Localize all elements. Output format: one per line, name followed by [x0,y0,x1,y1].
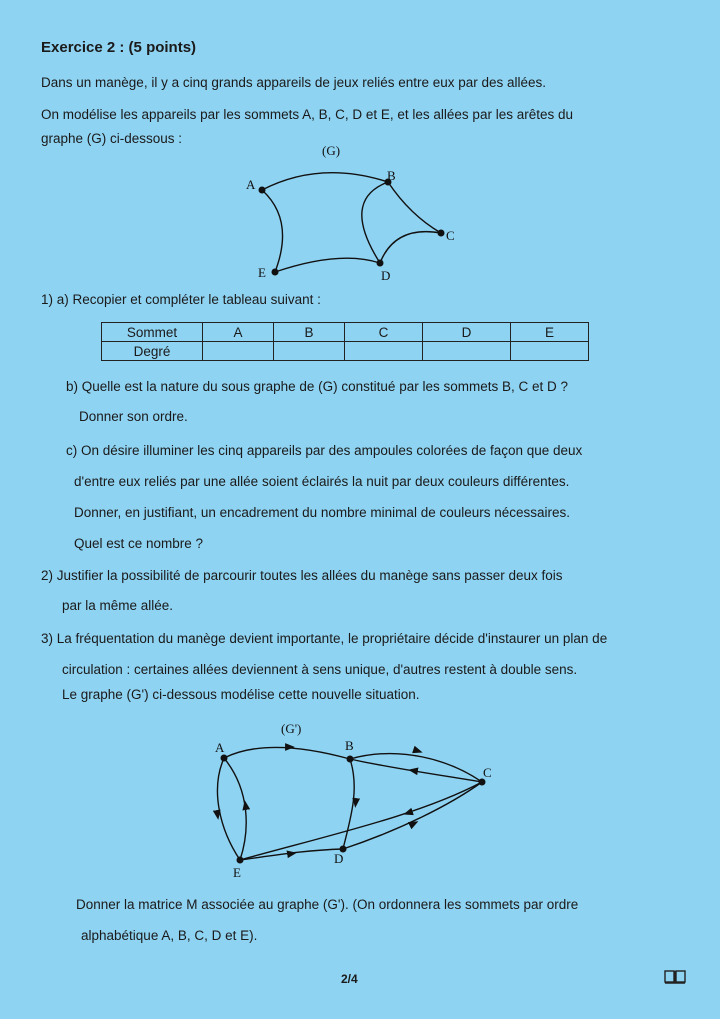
gp-vertex-a [221,755,228,762]
gp-label-b: B [345,738,354,753]
intro-line-1: Dans un manège, il y a cinq grands appareils de jeux reliés entre eux par des allées. [41,75,547,90]
arrow-e-d [289,854,292,855]
arc-a-e-inner [224,758,246,860]
cell-vertex-a: A [203,323,274,342]
label-e: E [258,265,266,280]
gp-vertex-b [347,756,354,763]
q2-line-2: par la même allée. [62,598,174,613]
arc-a-e-outer [217,758,240,860]
q3-line-4: Donner la matrice M associée au graphe (G'). (On ordonnera les sommets par ordre [76,897,579,912]
label-b: B [387,168,396,183]
cell-vertex-c: C [345,323,423,342]
arc-b-d [343,759,354,849]
arrow-e-a [246,805,247,808]
page-number: 2/4 [341,972,358,986]
arrow-c-b [413,771,416,772]
header-sommet: Sommet [102,323,203,342]
gp-vertex-e [237,857,244,864]
header-degre: Degré [102,342,203,361]
gp-label-e: E [233,865,241,880]
graph-g-caption: (G) [322,143,341,158]
q3-line-1: 3) La fréquentation du manège devient importante, le propriétaire décide d'instaurer un plan de [41,631,608,646]
q2-line-1: 2) Justifier la possibilité de parcourir toutes les allées du manège sans passer deux fois [41,568,563,583]
arrow-b-c [415,750,418,751]
cell-vertex-b: B [274,323,345,342]
intro-line-2: On modélise les appareils par les sommets A, B, C, D et E, et les allées par les arêtes du [41,107,573,122]
intro-line-3: graphe (G) ci-dessous : [41,131,183,146]
label-c: C [446,228,455,243]
arrow-c-e [408,812,411,813]
gp-label-a: A [215,740,225,755]
q1-a-text: 1) a) Recopier et compléter le tableau suivant : [41,292,321,307]
q1-c-line-4: Quel est ce nombre ? [74,536,204,551]
arc-b-c [350,754,482,782]
cell-vertex-d: D [423,323,511,342]
q1-b-line-1: b) Quelle est la nature du sous graphe de (G) constitué par les sommets B, C et D ? [66,379,568,394]
arc-a-b [224,747,350,759]
label-d: D [381,268,391,283]
book-icon [664,969,686,985]
arrow-d-c [411,824,414,826]
q1-c-line-2: d'entre eux reliés par une allée soient éclairés la nuit par deux couleurs différentes. [74,474,570,489]
cell-vertex-e: E [511,323,589,342]
q3-line-3: Le graphe (G') ci-dessous modélise cette nouvelle situation. [62,687,420,702]
q1-c-line-3: Donner, en justifiant, un encadrement du nombre minimal de couleurs nécessaires. [74,505,571,520]
arc-c-e [240,782,482,860]
q1-c-line-1: c) On désire illuminer les cinq appareils par des ampoules colorées de façon que deux [66,443,583,458]
arc-e-d [240,849,343,860]
arrow-a-e [217,812,218,815]
q3-line-5: alphabétique A, B, C, D et E). [81,928,258,943]
graph-g-prime-caption: (G') [281,721,302,736]
gp-label-c: C [483,765,492,780]
q1-b-line-2: Donner son ordre. [79,409,188,424]
exercise-title: Exercice 2 : (5 points) [41,39,197,56]
gp-label-d: D [334,851,344,866]
q3-line-2: circulation : certaines allées deviennent à sens unique, d'autres restent à double sens. [62,662,578,677]
label-a: A [246,177,256,192]
